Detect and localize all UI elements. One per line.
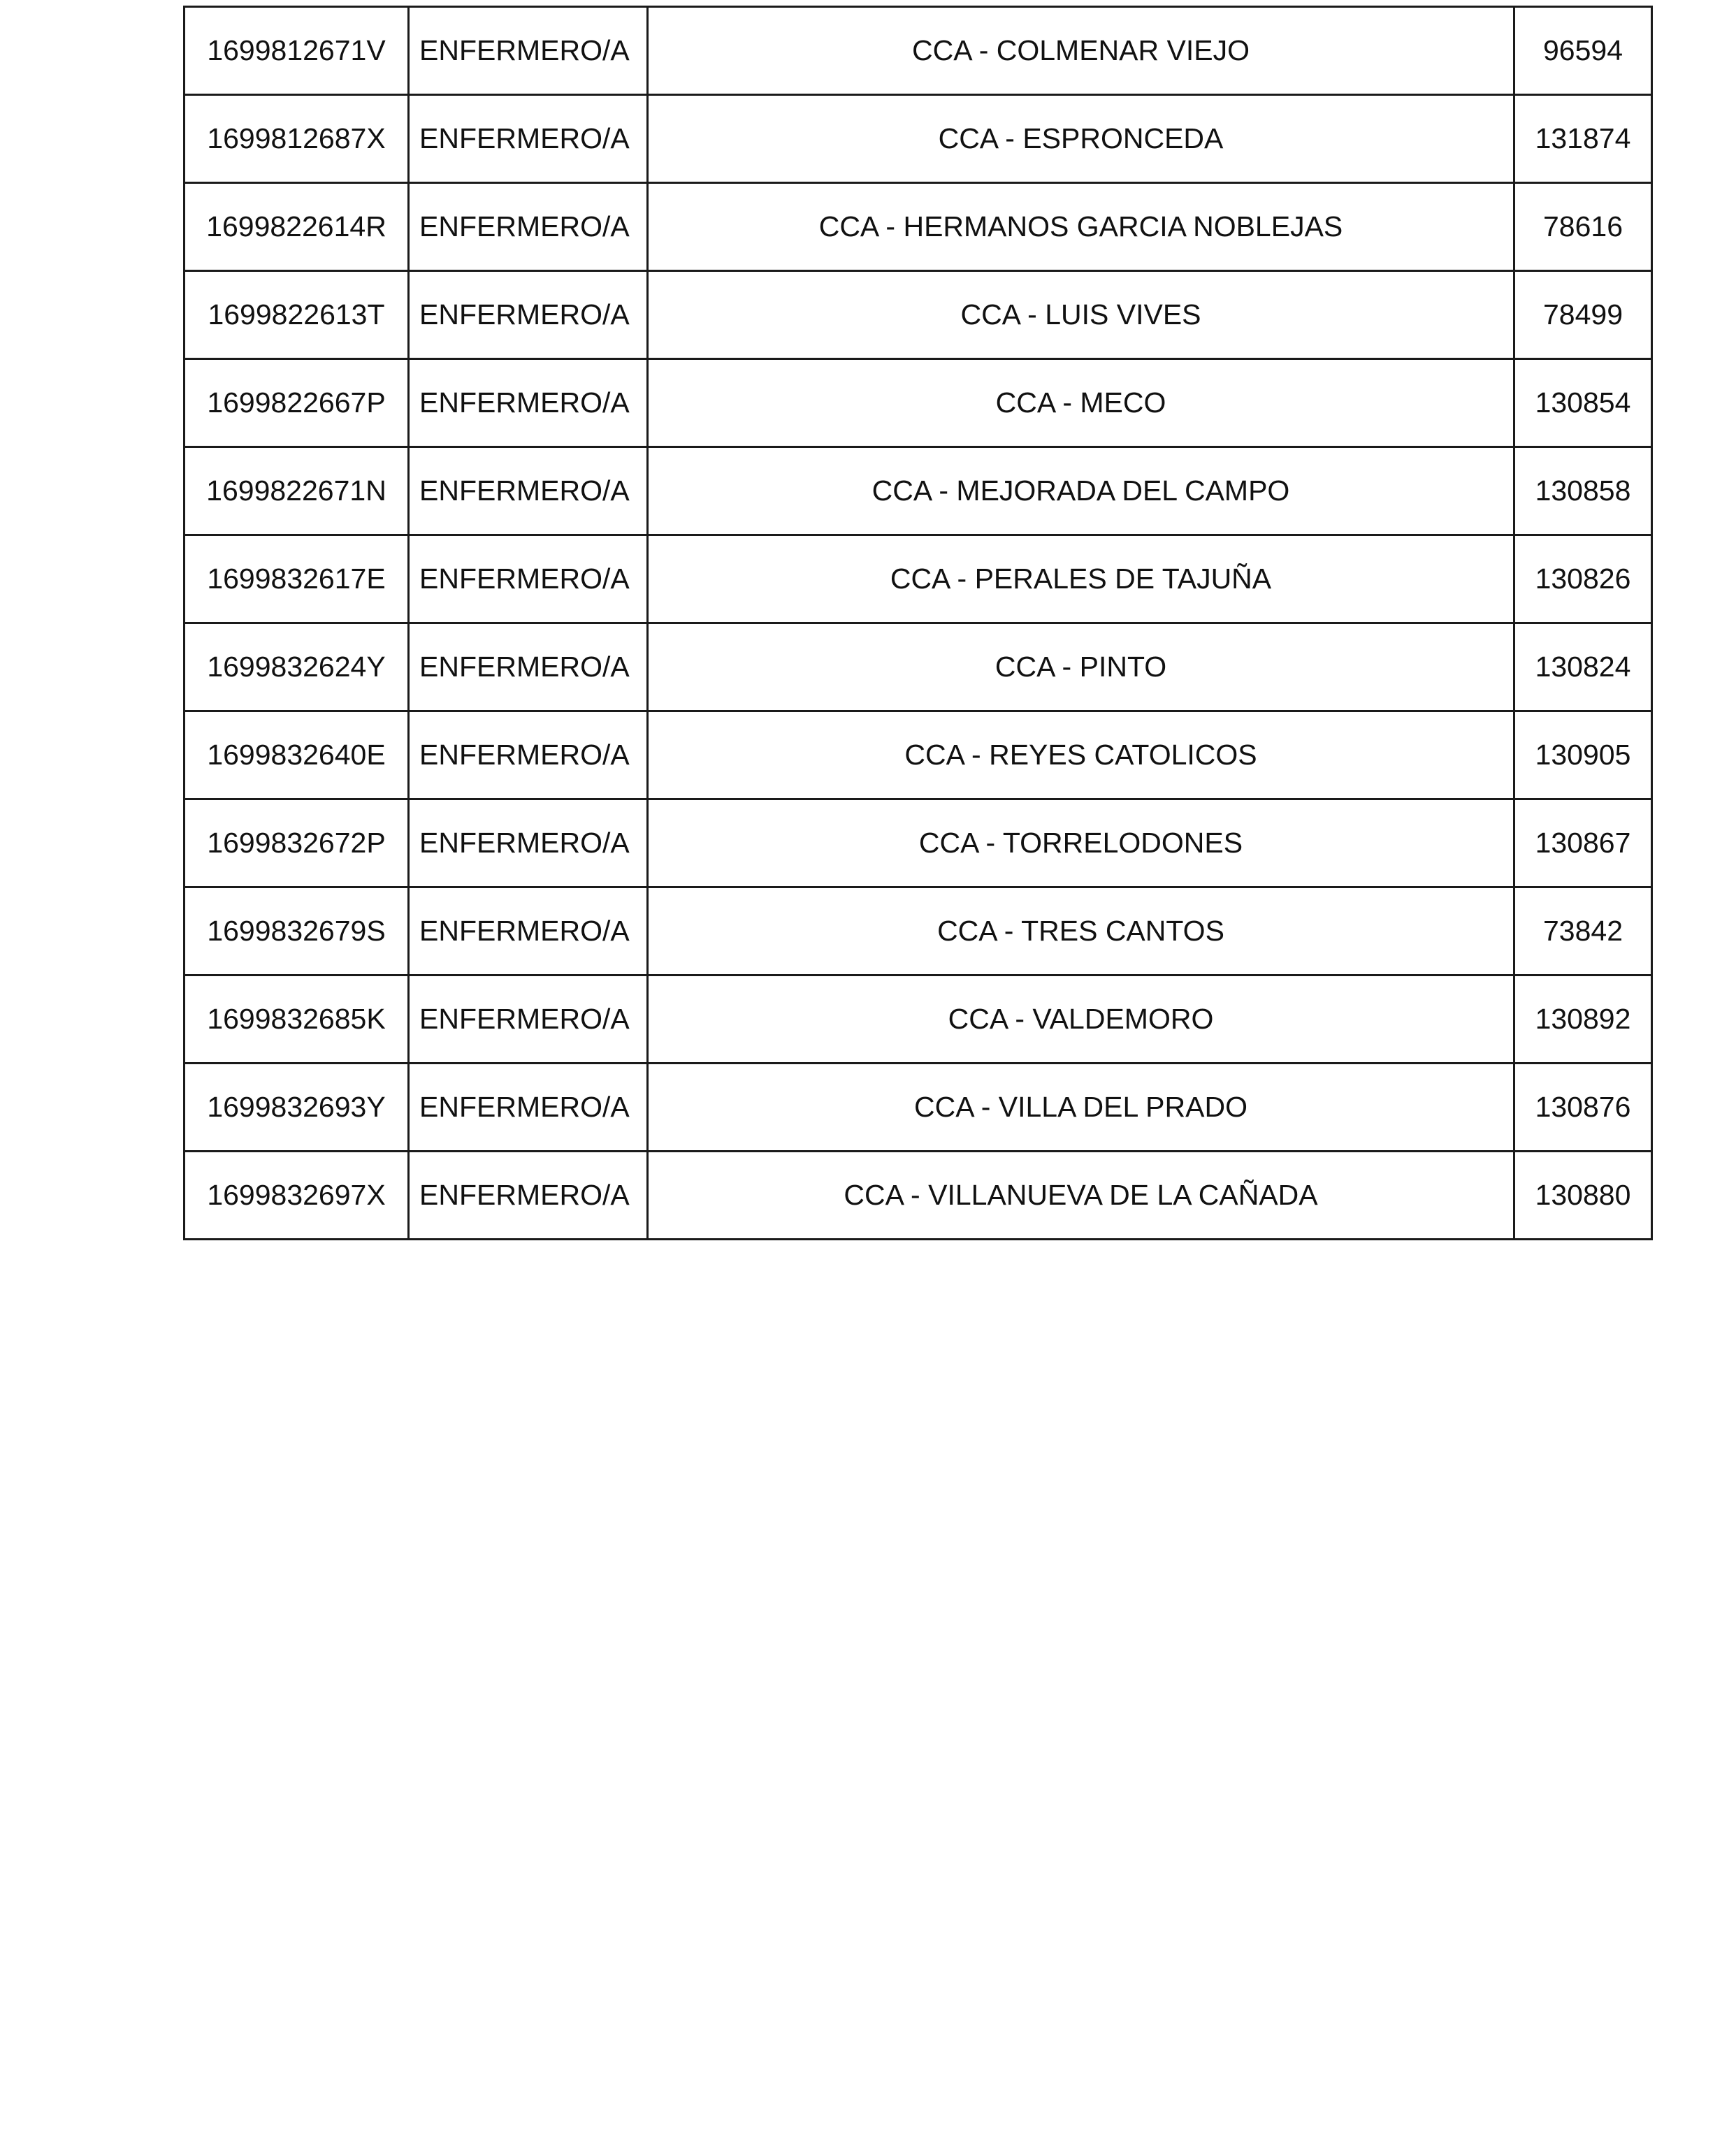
table-row <box>185 1152 1652 1240</box>
center-name-cell: CCA - REYES CATOLICOS <box>648 711 1514 799</box>
center-number-cell: 131874 <box>1514 95 1652 183</box>
center-number-cell: 130858 <box>1514 447 1652 535</box>
table-row <box>185 711 1652 799</box>
table-row <box>185 447 1652 535</box>
center-name-cell: CCA - COLMENAR VIEJO <box>648 7 1514 95</box>
position-code-cell: 1699832693Y <box>185 1064 409 1152</box>
role-cell: ENFERMERO/A <box>409 95 648 183</box>
center-name-cell: CCA - VILLA DEL PRADO <box>648 1064 1514 1152</box>
position-code-cell: 1699832697X <box>185 1152 409 1240</box>
role-cell: ENFERMERO/A <box>409 975 648 1064</box>
center-number-cell: 130824 <box>1514 623 1652 711</box>
center-number-cell: 130905 <box>1514 711 1652 799</box>
position-code-cell: 1699822613T <box>185 271 409 359</box>
center-name-cell: CCA - VALDEMORO <box>648 975 1514 1064</box>
center-name-cell: CCA - HERMANOS GARCIA NOBLEJAS <box>648 183 1514 271</box>
center-name-cell: CCA - MEJORADA DEL CAMPO <box>648 447 1514 535</box>
center-number-cell: 130867 <box>1514 799 1652 887</box>
center-number-cell: 130826 <box>1514 535 1652 623</box>
position-code-cell: 1699822667P <box>185 359 409 447</box>
role-cell: ENFERMERO/A <box>409 1064 648 1152</box>
table-row <box>185 271 1652 359</box>
role-cell: ENFERMERO/A <box>409 535 648 623</box>
center-number-cell: 130876 <box>1514 1064 1652 1152</box>
role-cell: ENFERMERO/A <box>409 359 648 447</box>
center-name-cell: CCA - PERALES DE TAJUÑA <box>648 535 1514 623</box>
position-code-cell: 1699832685K <box>185 975 409 1064</box>
position-code-cell: 1699832679S <box>185 887 409 975</box>
role-cell: ENFERMERO/A <box>409 1152 648 1240</box>
center-name-cell: CCA - TRES CANTOS <box>648 887 1514 975</box>
center-name-cell: CCA - ESPRONCEDA <box>648 95 1514 183</box>
center-number-cell: 78616 <box>1514 183 1652 271</box>
position-code-cell: 1699812671V <box>185 7 409 95</box>
position-code-cell: 1699832624Y <box>185 623 409 711</box>
center-number-cell: 96594 <box>1514 7 1652 95</box>
center-number-cell: 130880 <box>1514 1152 1652 1240</box>
position-code-cell: 1699822614R <box>185 183 409 271</box>
role-cell: ENFERMERO/A <box>409 711 648 799</box>
role-cell: ENFERMERO/A <box>409 623 648 711</box>
role-cell: ENFERMERO/A <box>409 887 648 975</box>
role-cell: ENFERMERO/A <box>409 183 648 271</box>
position-code-cell: 1699812687X <box>185 95 409 183</box>
positions-table <box>183 6 1653 1240</box>
role-cell: ENFERMERO/A <box>409 447 648 535</box>
center-number-cell: 130892 <box>1514 975 1652 1064</box>
center-name-cell: CCA - VILLANUEVA DE LA CAÑADA <box>648 1152 1514 1240</box>
center-name-cell: CCA - LUIS VIVES <box>648 271 1514 359</box>
position-code-cell: 1699832672P <box>185 799 409 887</box>
role-cell: ENFERMERO/A <box>409 799 648 887</box>
table-row <box>185 623 1652 711</box>
table-row <box>185 1064 1652 1152</box>
center-number-cell: 78499 <box>1514 271 1652 359</box>
role-cell: ENFERMERO/A <box>409 271 648 359</box>
table-row <box>185 183 1652 271</box>
table-row <box>185 359 1652 447</box>
position-code-cell: 1699822671N <box>185 447 409 535</box>
table-row <box>185 975 1652 1064</box>
position-code-cell: 1699832617E <box>185 535 409 623</box>
center-number-cell: 73842 <box>1514 887 1652 975</box>
table-row <box>185 7 1652 95</box>
table-row <box>185 95 1652 183</box>
positions-table-body <box>185 7 1652 1240</box>
center-number-cell: 130854 <box>1514 359 1652 447</box>
center-name-cell: CCA - PINTO <box>648 623 1514 711</box>
table-row <box>185 799 1652 887</box>
table-row <box>185 887 1652 975</box>
position-code-cell: 1699832640E <box>185 711 409 799</box>
table-row <box>185 535 1652 623</box>
role-cell: ENFERMERO/A <box>409 7 648 95</box>
center-name-cell: CCA - TORRELODONES <box>648 799 1514 887</box>
center-name-cell: CCA - MECO <box>648 359 1514 447</box>
